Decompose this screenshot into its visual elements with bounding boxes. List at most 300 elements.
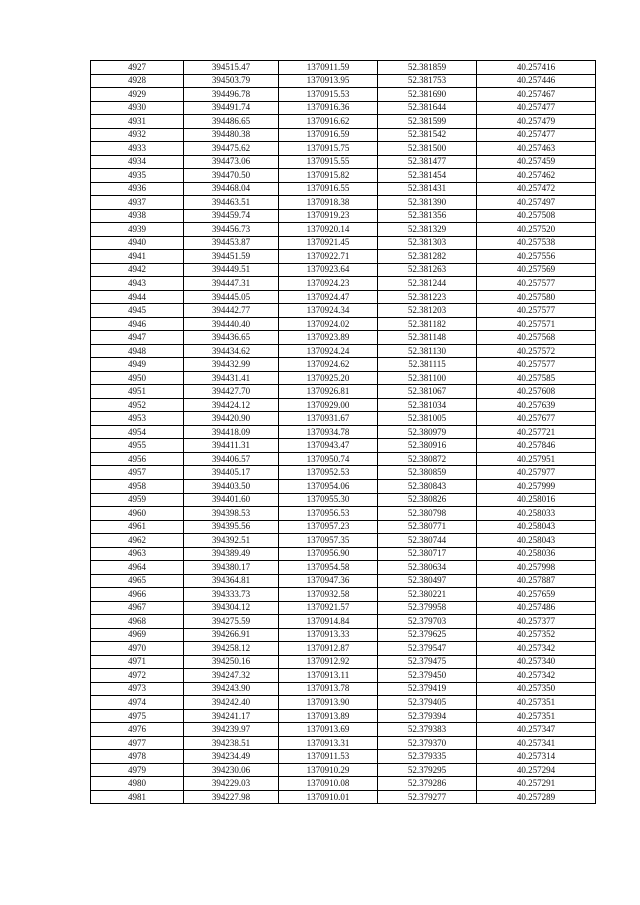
table-row xyxy=(91,169,596,183)
table-row xyxy=(91,182,596,196)
point-number-cell: 4950 xyxy=(91,371,184,385)
table-row xyxy=(91,358,596,372)
latitude-cell: 52.380872 xyxy=(378,452,477,466)
x-coordinate-cell: 394304.12 xyxy=(184,601,279,615)
x-coordinate-cell: 394238.51 xyxy=(184,736,279,750)
table-row xyxy=(91,736,596,750)
x-coordinate-cell: 394403.50 xyxy=(184,479,279,493)
point-number-cell: 4973 xyxy=(91,682,184,696)
y-coordinate-cell: 1370916.59 xyxy=(279,128,378,142)
latitude-cell: 52.381005 xyxy=(378,412,477,426)
table-row xyxy=(91,777,596,791)
y-coordinate-cell: 1370925.20 xyxy=(279,371,378,385)
longitude-cell: 40.257639 xyxy=(477,398,596,412)
point-number-cell: 4972 xyxy=(91,669,184,683)
point-number-cell: 4975 xyxy=(91,709,184,723)
x-coordinate-cell: 394459.74 xyxy=(184,209,279,223)
y-coordinate-cell: 1370932.58 xyxy=(279,588,378,602)
point-number-cell: 4934 xyxy=(91,155,184,169)
longitude-cell: 40.257580 xyxy=(477,290,596,304)
x-coordinate-cell: 394420.90 xyxy=(184,412,279,426)
point-number-cell: 4967 xyxy=(91,601,184,615)
latitude-cell: 52.381182 xyxy=(378,317,477,331)
latitude-cell: 52.380916 xyxy=(378,439,477,453)
latitude-cell: 52.379703 xyxy=(378,615,477,629)
latitude-cell: 52.379419 xyxy=(378,682,477,696)
longitude-cell: 40.257951 xyxy=(477,452,596,466)
latitude-cell: 52.381223 xyxy=(378,290,477,304)
longitude-cell: 40.257486 xyxy=(477,601,596,615)
y-coordinate-cell: 1370922.71 xyxy=(279,250,378,264)
latitude-cell: 52.379277 xyxy=(378,790,477,804)
x-coordinate-cell: 394389.49 xyxy=(184,547,279,561)
x-coordinate-cell: 394491.74 xyxy=(184,101,279,115)
y-coordinate-cell: 1370913.69 xyxy=(279,723,378,737)
table-row xyxy=(91,452,596,466)
latitude-cell: 52.381100 xyxy=(378,371,477,385)
point-number-cell: 4943 xyxy=(91,277,184,291)
longitude-cell: 40.258043 xyxy=(477,520,596,534)
y-coordinate-cell: 1370914.84 xyxy=(279,615,378,629)
x-coordinate-cell: 394243.90 xyxy=(184,682,279,696)
y-coordinate-cell: 1370916.62 xyxy=(279,115,378,129)
longitude-cell: 40.257459 xyxy=(477,155,596,169)
x-coordinate-cell: 394447.31 xyxy=(184,277,279,291)
point-number-cell: 4980 xyxy=(91,777,184,791)
point-number-cell: 4970 xyxy=(91,642,184,656)
latitude-cell: 52.381303 xyxy=(378,236,477,250)
latitude-cell: 52.381477 xyxy=(378,155,477,169)
x-coordinate-cell: 394453.87 xyxy=(184,236,279,250)
x-coordinate-cell: 394475.62 xyxy=(184,142,279,156)
x-coordinate-cell: 394241.17 xyxy=(184,709,279,723)
latitude-cell: 52.379450 xyxy=(378,669,477,683)
table-row xyxy=(91,479,596,493)
table-row xyxy=(91,371,596,385)
longitude-cell: 40.257577 xyxy=(477,304,596,318)
y-coordinate-cell: 1370924.24 xyxy=(279,344,378,358)
longitude-cell: 40.257314 xyxy=(477,750,596,764)
longitude-cell: 40.258036 xyxy=(477,547,596,561)
table-row xyxy=(91,398,596,412)
longitude-cell: 40.257340 xyxy=(477,655,596,669)
y-coordinate-cell: 1370924.47 xyxy=(279,290,378,304)
x-coordinate-cell: 394401.60 xyxy=(184,493,279,507)
x-coordinate-cell: 394230.06 xyxy=(184,763,279,777)
x-coordinate-cell: 394456.73 xyxy=(184,223,279,237)
table-row xyxy=(91,304,596,318)
point-number-cell: 4977 xyxy=(91,736,184,750)
table-row xyxy=(91,790,596,804)
point-number-cell: 4942 xyxy=(91,263,184,277)
x-coordinate-cell: 394463.51 xyxy=(184,196,279,210)
y-coordinate-cell: 1370912.92 xyxy=(279,655,378,669)
longitude-cell: 40.257446 xyxy=(477,74,596,88)
y-coordinate-cell: 1370943.47 xyxy=(279,439,378,453)
x-coordinate-cell: 394473.06 xyxy=(184,155,279,169)
latitude-cell: 52.380843 xyxy=(378,479,477,493)
table-row xyxy=(91,74,596,88)
x-coordinate-cell: 394480.38 xyxy=(184,128,279,142)
x-coordinate-cell: 394266.91 xyxy=(184,628,279,642)
x-coordinate-cell: 394239.97 xyxy=(184,723,279,737)
longitude-cell: 40.257998 xyxy=(477,561,596,575)
latitude-cell: 52.381263 xyxy=(378,263,477,277)
latitude-cell: 52.379383 xyxy=(378,723,477,737)
y-coordinate-cell: 1370915.53 xyxy=(279,88,378,102)
latitude-cell: 52.380826 xyxy=(378,493,477,507)
table-row xyxy=(91,88,596,102)
latitude-cell: 52.379475 xyxy=(378,655,477,669)
x-coordinate-cell: 394234.49 xyxy=(184,750,279,764)
longitude-cell: 40.257377 xyxy=(477,615,596,629)
y-coordinate-cell: 1370913.31 xyxy=(279,736,378,750)
point-number-cell: 4979 xyxy=(91,763,184,777)
longitude-cell: 40.257520 xyxy=(477,223,596,237)
table-row xyxy=(91,223,596,237)
x-coordinate-cell: 394395.56 xyxy=(184,520,279,534)
latitude-cell: 52.381599 xyxy=(378,115,477,129)
latitude-cell: 52.380221 xyxy=(378,588,477,602)
longitude-cell: 40.257721 xyxy=(477,425,596,439)
table-row xyxy=(91,290,596,304)
point-number-cell: 4938 xyxy=(91,209,184,223)
point-number-cell: 4981 xyxy=(91,790,184,804)
point-number-cell: 4936 xyxy=(91,182,184,196)
y-coordinate-cell: 1370915.82 xyxy=(279,169,378,183)
longitude-cell: 40.257291 xyxy=(477,777,596,791)
point-number-cell: 4932 xyxy=(91,128,184,142)
x-coordinate-cell: 394436.65 xyxy=(184,331,279,345)
latitude-cell: 52.379370 xyxy=(378,736,477,750)
y-coordinate-cell: 1370915.55 xyxy=(279,155,378,169)
y-coordinate-cell: 1370910.29 xyxy=(279,763,378,777)
latitude-cell: 52.379625 xyxy=(378,628,477,642)
latitude-cell: 52.379405 xyxy=(378,696,477,710)
y-coordinate-cell: 1370915.75 xyxy=(279,142,378,156)
latitude-cell: 52.381282 xyxy=(378,250,477,264)
longitude-cell: 40.257577 xyxy=(477,277,596,291)
longitude-cell: 40.257577 xyxy=(477,358,596,372)
x-coordinate-cell: 394431.41 xyxy=(184,371,279,385)
point-number-cell: 4961 xyxy=(91,520,184,534)
y-coordinate-cell: 1370947.36 xyxy=(279,574,378,588)
table-row xyxy=(91,588,596,602)
point-number-cell: 4957 xyxy=(91,466,184,480)
x-coordinate-cell: 394470.50 xyxy=(184,169,279,183)
longitude-cell: 40.257342 xyxy=(477,669,596,683)
y-coordinate-cell: 1370923.89 xyxy=(279,331,378,345)
table-row xyxy=(91,128,596,142)
x-coordinate-cell: 394364.81 xyxy=(184,574,279,588)
table-row xyxy=(91,142,596,156)
point-number-cell: 4927 xyxy=(91,61,184,75)
latitude-cell: 52.380634 xyxy=(378,561,477,575)
x-coordinate-cell: 394258.12 xyxy=(184,642,279,656)
x-coordinate-cell: 394496.78 xyxy=(184,88,279,102)
table-row xyxy=(91,493,596,507)
latitude-cell: 52.380717 xyxy=(378,547,477,561)
latitude-cell: 52.381115 xyxy=(378,358,477,372)
table-row xyxy=(91,669,596,683)
point-number-cell: 4947 xyxy=(91,331,184,345)
x-coordinate-cell: 394515.47 xyxy=(184,61,279,75)
latitude-cell: 52.381690 xyxy=(378,88,477,102)
y-coordinate-cell: 1370916.55 xyxy=(279,182,378,196)
point-number-cell: 4930 xyxy=(91,101,184,115)
longitude-cell: 40.257556 xyxy=(477,250,596,264)
point-number-cell: 4971 xyxy=(91,655,184,669)
table-row xyxy=(91,250,596,264)
point-number-cell: 4940 xyxy=(91,236,184,250)
longitude-cell: 40.257887 xyxy=(477,574,596,588)
table-row xyxy=(91,723,596,737)
longitude-cell: 40.257462 xyxy=(477,169,596,183)
table-row xyxy=(91,601,596,615)
latitude-cell: 52.381542 xyxy=(378,128,477,142)
table-row xyxy=(91,115,596,129)
point-number-cell: 4964 xyxy=(91,561,184,575)
x-coordinate-cell: 394442.77 xyxy=(184,304,279,318)
latitude-cell: 52.381431 xyxy=(378,182,477,196)
y-coordinate-cell: 1370954.06 xyxy=(279,479,378,493)
table-row xyxy=(91,574,596,588)
longitude-cell: 40.257467 xyxy=(477,88,596,102)
point-number-cell: 4951 xyxy=(91,385,184,399)
latitude-cell: 52.379286 xyxy=(378,777,477,791)
x-coordinate-cell: 394427.70 xyxy=(184,385,279,399)
point-number-cell: 4949 xyxy=(91,358,184,372)
x-coordinate-cell: 394242.40 xyxy=(184,696,279,710)
x-coordinate-cell: 394468.04 xyxy=(184,182,279,196)
point-number-cell: 4945 xyxy=(91,304,184,318)
y-coordinate-cell: 1370952.53 xyxy=(279,466,378,480)
table-row xyxy=(91,534,596,548)
latitude-cell: 52.381130 xyxy=(378,344,477,358)
table-row xyxy=(91,155,596,169)
x-coordinate-cell: 394405.17 xyxy=(184,466,279,480)
y-coordinate-cell: 1370913.11 xyxy=(279,669,378,683)
longitude-cell: 40.257659 xyxy=(477,588,596,602)
longitude-cell: 40.257508 xyxy=(477,209,596,223)
x-coordinate-cell: 394392.51 xyxy=(184,534,279,548)
latitude-cell: 52.380497 xyxy=(378,574,477,588)
x-coordinate-cell: 394398.53 xyxy=(184,507,279,521)
longitude-cell: 40.258033 xyxy=(477,507,596,521)
y-coordinate-cell: 1370921.45 xyxy=(279,236,378,250)
y-coordinate-cell: 1370911.53 xyxy=(279,750,378,764)
longitude-cell: 40.257289 xyxy=(477,790,596,804)
y-coordinate-cell: 1370924.34 xyxy=(279,304,378,318)
table-row xyxy=(91,425,596,439)
y-coordinate-cell: 1370924.02 xyxy=(279,317,378,331)
table-row xyxy=(91,561,596,575)
longitude-cell: 40.257341 xyxy=(477,736,596,750)
point-number-cell: 4956 xyxy=(91,452,184,466)
latitude-cell: 52.380744 xyxy=(378,534,477,548)
point-number-cell: 4978 xyxy=(91,750,184,764)
latitude-cell: 52.381356 xyxy=(378,209,477,223)
latitude-cell: 52.381454 xyxy=(378,169,477,183)
y-coordinate-cell: 1370913.90 xyxy=(279,696,378,710)
x-coordinate-cell: 394275.59 xyxy=(184,615,279,629)
y-coordinate-cell: 1370913.33 xyxy=(279,628,378,642)
point-number-cell: 4944 xyxy=(91,290,184,304)
coordinates-table xyxy=(90,60,596,804)
longitude-cell: 40.257568 xyxy=(477,331,596,345)
point-number-cell: 4931 xyxy=(91,115,184,129)
y-coordinate-cell: 1370957.23 xyxy=(279,520,378,534)
longitude-cell: 40.257572 xyxy=(477,344,596,358)
point-number-cell: 4965 xyxy=(91,574,184,588)
x-coordinate-cell: 394406.57 xyxy=(184,452,279,466)
y-coordinate-cell: 1370916.36 xyxy=(279,101,378,115)
point-number-cell: 4928 xyxy=(91,74,184,88)
point-number-cell: 4974 xyxy=(91,696,184,710)
longitude-cell: 40.257479 xyxy=(477,115,596,129)
y-coordinate-cell: 1370931.67 xyxy=(279,412,378,426)
latitude-cell: 52.379958 xyxy=(378,601,477,615)
latitude-cell: 52.381148 xyxy=(378,331,477,345)
point-number-cell: 4958 xyxy=(91,479,184,493)
x-coordinate-cell: 394424.12 xyxy=(184,398,279,412)
x-coordinate-cell: 394250.16 xyxy=(184,655,279,669)
table-row xyxy=(91,696,596,710)
longitude-cell: 40.257538 xyxy=(477,236,596,250)
table-row xyxy=(91,709,596,723)
longitude-cell: 40.257416 xyxy=(477,61,596,75)
point-number-cell: 4939 xyxy=(91,223,184,237)
y-coordinate-cell: 1370911.59 xyxy=(279,61,378,75)
x-coordinate-cell: 394440.40 xyxy=(184,317,279,331)
longitude-cell: 40.258043 xyxy=(477,534,596,548)
latitude-cell: 52.381390 xyxy=(378,196,477,210)
longitude-cell: 40.257342 xyxy=(477,642,596,656)
table-row xyxy=(91,682,596,696)
x-coordinate-cell: 394418.09 xyxy=(184,425,279,439)
latitude-cell: 52.379547 xyxy=(378,642,477,656)
table-row xyxy=(91,263,596,277)
point-number-cell: 4968 xyxy=(91,615,184,629)
y-coordinate-cell: 1370910.01 xyxy=(279,790,378,804)
table-row xyxy=(91,412,596,426)
table-row xyxy=(91,750,596,764)
longitude-cell: 40.257351 xyxy=(477,696,596,710)
point-number-cell: 4929 xyxy=(91,88,184,102)
y-coordinate-cell: 1370956.90 xyxy=(279,547,378,561)
latitude-cell: 52.380798 xyxy=(378,507,477,521)
point-number-cell: 4954 xyxy=(91,425,184,439)
longitude-cell: 40.257472 xyxy=(477,182,596,196)
longitude-cell: 40.257477 xyxy=(477,128,596,142)
point-number-cell: 4969 xyxy=(91,628,184,642)
y-coordinate-cell: 1370920.14 xyxy=(279,223,378,237)
latitude-cell: 52.380979 xyxy=(378,425,477,439)
x-coordinate-cell: 394449.51 xyxy=(184,263,279,277)
x-coordinate-cell: 394227.98 xyxy=(184,790,279,804)
x-coordinate-cell: 394247.32 xyxy=(184,669,279,683)
x-coordinate-cell: 394445.05 xyxy=(184,290,279,304)
latitude-cell: 52.381329 xyxy=(378,223,477,237)
latitude-cell: 52.379394 xyxy=(378,709,477,723)
y-coordinate-cell: 1370913.95 xyxy=(279,74,378,88)
latitude-cell: 52.379335 xyxy=(378,750,477,764)
y-coordinate-cell: 1370923.64 xyxy=(279,263,378,277)
latitude-cell: 52.379295 xyxy=(378,763,477,777)
point-number-cell: 4959 xyxy=(91,493,184,507)
latitude-cell: 52.381244 xyxy=(378,277,477,291)
point-number-cell: 4962 xyxy=(91,534,184,548)
y-coordinate-cell: 1370957.35 xyxy=(279,534,378,548)
longitude-cell: 40.257608 xyxy=(477,385,596,399)
table-row xyxy=(91,236,596,250)
table-row xyxy=(91,615,596,629)
x-coordinate-cell: 394380.17 xyxy=(184,561,279,575)
table-row xyxy=(91,642,596,656)
point-number-cell: 4976 xyxy=(91,723,184,737)
table-row xyxy=(91,209,596,223)
y-coordinate-cell: 1370926.81 xyxy=(279,385,378,399)
point-number-cell: 4955 xyxy=(91,439,184,453)
latitude-cell: 52.381753 xyxy=(378,74,477,88)
table-row xyxy=(91,196,596,210)
longitude-cell: 40.257351 xyxy=(477,709,596,723)
y-coordinate-cell: 1370919.23 xyxy=(279,209,378,223)
x-coordinate-cell: 394503.79 xyxy=(184,74,279,88)
longitude-cell: 40.257569 xyxy=(477,263,596,277)
longitude-cell: 40.258016 xyxy=(477,493,596,507)
point-number-cell: 4953 xyxy=(91,412,184,426)
point-number-cell: 4937 xyxy=(91,196,184,210)
longitude-cell: 40.257294 xyxy=(477,763,596,777)
x-coordinate-cell: 394229.03 xyxy=(184,777,279,791)
latitude-cell: 52.380859 xyxy=(378,466,477,480)
table-row xyxy=(91,277,596,291)
longitude-cell: 40.257497 xyxy=(477,196,596,210)
longitude-cell: 40.257350 xyxy=(477,682,596,696)
table-row xyxy=(91,439,596,453)
point-number-cell: 4946 xyxy=(91,317,184,331)
longitude-cell: 40.257846 xyxy=(477,439,596,453)
y-coordinate-cell: 1370956.53 xyxy=(279,507,378,521)
y-coordinate-cell: 1370921.57 xyxy=(279,601,378,615)
y-coordinate-cell: 1370912.87 xyxy=(279,642,378,656)
y-coordinate-cell: 1370924.62 xyxy=(279,358,378,372)
x-coordinate-cell: 394486.65 xyxy=(184,115,279,129)
longitude-cell: 40.257999 xyxy=(477,479,596,493)
y-coordinate-cell: 1370934.78 xyxy=(279,425,378,439)
longitude-cell: 40.257463 xyxy=(477,142,596,156)
x-coordinate-cell: 394333.73 xyxy=(184,588,279,602)
latitude-cell: 52.381859 xyxy=(378,61,477,75)
y-coordinate-cell: 1370913.89 xyxy=(279,709,378,723)
longitude-cell: 40.257977 xyxy=(477,466,596,480)
table-row xyxy=(91,628,596,642)
latitude-cell: 52.381644 xyxy=(378,101,477,115)
latitude-cell: 52.381500 xyxy=(378,142,477,156)
table-row xyxy=(91,507,596,521)
longitude-cell: 40.257571 xyxy=(477,317,596,331)
point-number-cell: 4963 xyxy=(91,547,184,561)
y-coordinate-cell: 1370910.08 xyxy=(279,777,378,791)
y-coordinate-cell: 1370913.78 xyxy=(279,682,378,696)
y-coordinate-cell: 1370924.23 xyxy=(279,277,378,291)
longitude-cell: 40.257677 xyxy=(477,412,596,426)
table-row xyxy=(91,547,596,561)
point-number-cell: 4960 xyxy=(91,507,184,521)
longitude-cell: 40.257585 xyxy=(477,371,596,385)
point-number-cell: 4935 xyxy=(91,169,184,183)
